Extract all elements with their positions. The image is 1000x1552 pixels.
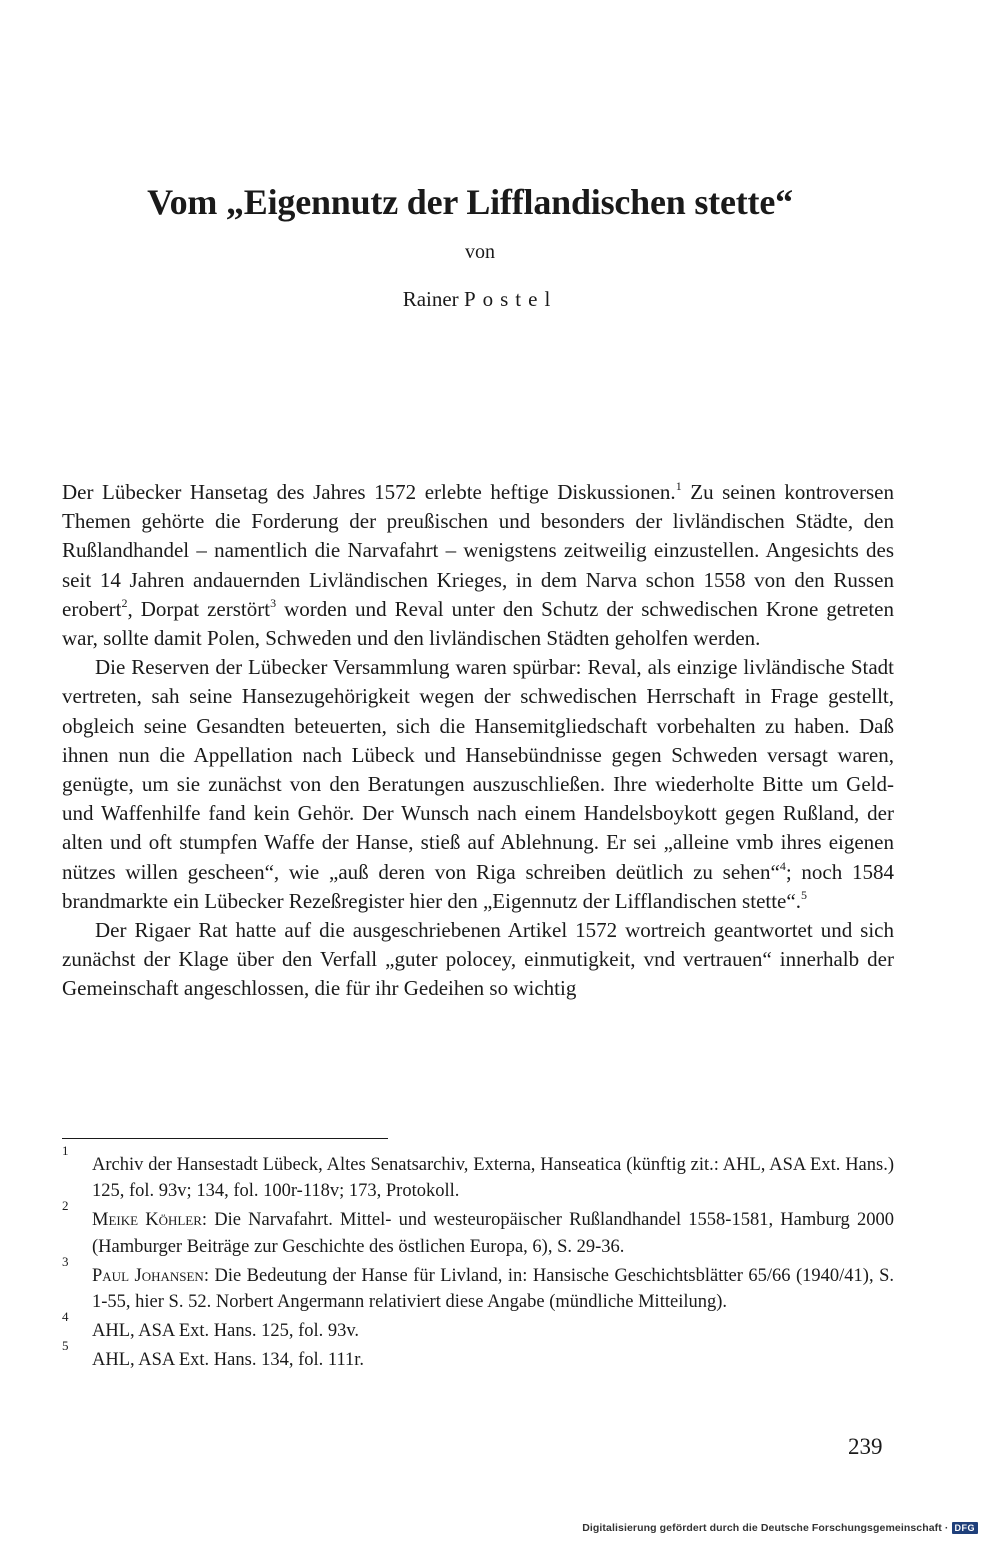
footnote-ref-2[interactable]: 2: [121, 595, 128, 610]
footnote-ref-1[interactable]: 1: [675, 479, 682, 493]
footnote: 4 AHL, ASA Ext. Hans. 125, fol. 93v.: [62, 1309, 360, 1342]
dfg-logo-icon: DFG: [952, 1522, 979, 1534]
footnote-separator: [62, 1138, 388, 1139]
footnote-ref-4[interactable]: 4: [779, 858, 786, 873]
footnote-ref-3[interactable]: 3: [270, 595, 277, 610]
author-last-name: Postel: [463, 287, 558, 311]
paragraph-1: Der Lübecker Hansetag des Jahres 1572 erlebte heftige Diskussionen.$^1$ Zu seinen kontroversen Themen gehörte die Forderung der preußischen und besonders der livländischen Städte, den Rußlandhandel – namentlich die Narvafahrt – wenigstens zeitweilig einzustellen. Angesichts des seit 14 Jahren andauernden Livländischen Krieges, in dem Narva schon 1558 von den Russen erobert$^2$, Dorpat zerstört$^3$ worden und Reval unter den Schutz der schwedischen Krone getreten war, sollte damit Polen, Schweden und den livländischen Städten geholfen werden.: [62, 479, 894, 651]
footnotes: [62, 1143, 894, 1377]
footnote-number: 2: [62, 1198, 69, 1214]
article-title: Vom „Eigennutz der Lifflandischen stette“: [147, 182, 793, 223]
digitization-text: Digitalisierung gefördert durch die Deutsche Forschungsgemeinschaft ·: [582, 1522, 949, 1534]
footnote: 5 AHL, ASA Ext. Hans. 134, fol. 111r.: [62, 1338, 365, 1371]
author-first-name: Rainer: [402, 287, 459, 311]
footnote-number: 1: [62, 1143, 69, 1158]
footnote-author: Meike Köhler: [92, 1210, 202, 1231]
byline: von: [465, 241, 495, 263]
digitization-note: [582, 1522, 978, 1534]
footnote-author: Paul Johansen: [92, 1265, 204, 1286]
footnote-ref-5[interactable]: 5: [800, 887, 807, 902]
footnote: 1 Archiv der Hansestadt Lübeck, Altes Senatsarchiv, Externa, Hanseatica (künftig zit.: AHL, ASA Ext. Hans.) 125, fol. 93v; 134, fol. 100r-118v; 173, Protokoll.: [62, 1143, 894, 1202]
body-text: [62, 478, 894, 1004]
footnote: 3 Paul Johansen: Die Bedeutung der Hanse für Livland, in: Hansische Geschichtsblätter 65/66 (1940/41), S. 1-55, hier S. 52. Norbert Angermann relativiert diese Angabe (mündliche Mitteilung).: [62, 1253, 894, 1313]
footnote-number: 3: [62, 1253, 69, 1269]
footnote: 2 Meike Köhler: Die Narvafahrt. Mittel- und westeuropäischer Rußlandhandel 1558-1581, Hamburg 2000 (Hamburger Beiträge zur Geschichte des östlichen Europa, 6), S. 29-36.: [62, 1198, 894, 1257]
author: [0, 284, 960, 314]
footnote-number: 5: [62, 1338, 69, 1354]
paragraph-3: Der Rigaer Rat hatte auf die ausgeschriebenen Artikel 1572 wortreich geantwortet und sich zunächst der Klage über den Verfall „guter polocey, einmutigkeit, vnd vertrauen“ innerhalb der Gemeinschaft angeschlossen, die für ihr Gedeihen so wichtig: [62, 918, 894, 1001]
page-number: 239: [848, 1434, 883, 1459]
footnote-number: 4: [62, 1309, 69, 1325]
paragraph-2: Die Reserven der Lübecker Versammlung waren spürbar: Reval, als einzige livländische Stadt vertreten, sah seine Hansezugehörigkeit wegen der schwedischen Herrschaft in Frage gestellt, obgleich seine Gesandten beteuerten, sich die Hansemitgliedschaft vorbehalten zu haben. Daß ihnen nun die Appellation nach Lübeck und Hansebündnisse gegen Schweden versagt waren, genügte, um sie zunächst von den Beratungen auszuschließen. Ihre wiederholte Bitte um Geld- und Waffenhilfe fand kein Gehör. Der Wunsch nach einem Handelsboykott gegen Rußland, der alten und oft stumpfen Waffe der Hanse, stieß auf Ablehnung. Er sei „alleine vmb ihres eigenen nützes willen gescheen“, wie „auß deren von Riga schreiben deütlich zu sehen“$^4$; noch 1584 brandmarkte ein Lübecker Rezeßregister hier den „Eigennutz der Lifflandischen stette“.$^5$: [62, 655, 894, 913]
